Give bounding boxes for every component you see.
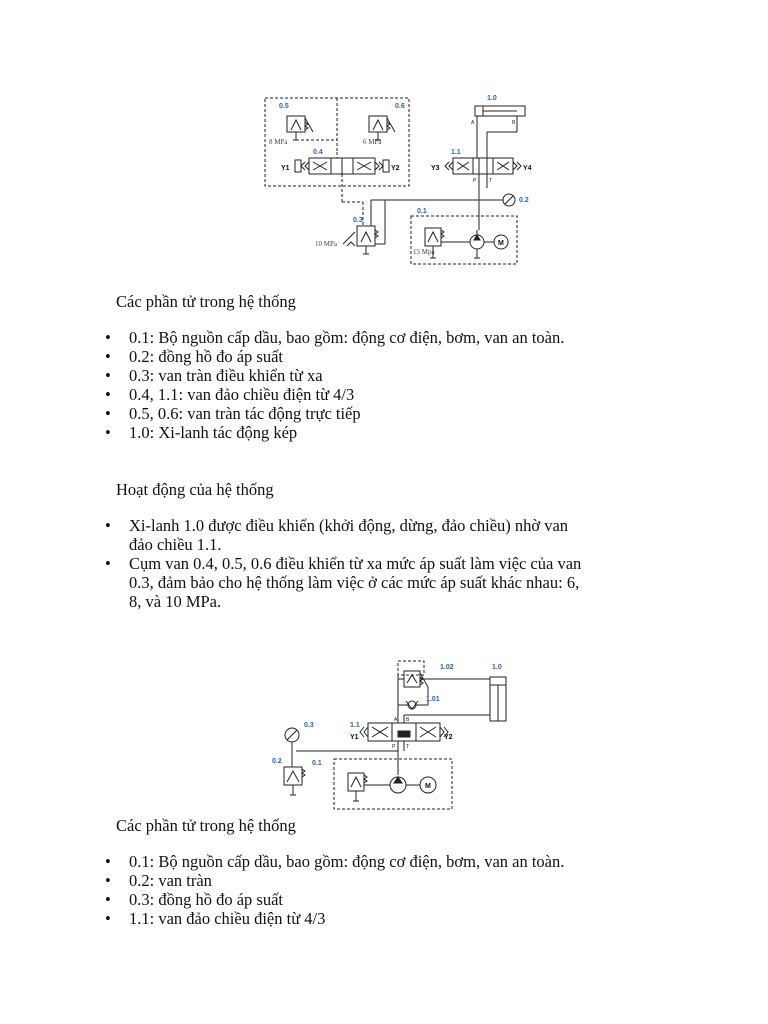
fig1-label-p6: 6 MPa (363, 138, 382, 146)
fig2-label-v102: 1.02 (440, 664, 454, 671)
fig1-label-v05: 0.5 (279, 103, 289, 110)
fig2-label-y1: Y1 (350, 734, 359, 741)
fig2-label-g03: 0.3 (304, 722, 314, 729)
fig1-label-v03: 0.3 (353, 217, 363, 224)
list-item: • 0.4, 1.1: van đảo chiều điện từ 4/3 (105, 385, 665, 404)
list-item: • 1.0: Xi-lanh tác động kép (105, 423, 665, 442)
fig1-label-y4: Y4 (523, 165, 532, 172)
fig1-label-p15: 15 Mpa (413, 248, 435, 256)
fig2-label-s01: 0.1 (312, 760, 322, 767)
section2-heading: Hoạt động của hệ thống (116, 480, 274, 499)
list-item: • Xi-lanh 1.0 được điều khiển (khởi động, dừng, đảo chiều) nhờ van đảo chiều 1.1. (105, 516, 583, 554)
fig2-label-motor: M (425, 783, 431, 790)
section1-heading: Các phần tử trong hệ thống (116, 292, 296, 311)
fig1-label-v06: 0.6 (395, 103, 405, 110)
fig1-port-t: T (489, 178, 493, 184)
fig1-port-a: A (471, 120, 475, 126)
fig1-label-y2: Y2 (391, 165, 400, 172)
list-item: • 0.1: Bộ nguồn cấp dầu, bao gồm: động cơ điện, bơm, van an toàn. (105, 852, 665, 871)
fig1-label-p10: 10 MPa (315, 240, 337, 248)
fig1-label-c10: 1.0 (487, 95, 497, 102)
fig2-port-p: P (392, 744, 396, 750)
fig1-label-v04: 0.4 (313, 149, 323, 156)
fig1-label-v11: 1.1 (451, 149, 461, 156)
hydraulic-diagram-2 (268, 655, 513, 813)
fig1-label-g02: 0.2 (519, 197, 529, 204)
list-item: • 0.3: đồng hồ đo áp suất (105, 890, 665, 909)
fig2-port-a: A (394, 717, 398, 723)
fig1-label-motor: M (498, 240, 504, 247)
fig2-label-y2: Y2 (444, 734, 453, 741)
fig1-port-p: P (473, 178, 477, 184)
list-item: • 0.3: van tràn điều khiển từ xa (105, 366, 665, 385)
hydraulic-diagram-1 (255, 92, 540, 270)
fig1-port-b: B (512, 120, 516, 126)
section2-list (105, 516, 583, 611)
list-item: • 0.5, 0.6: van tràn tác động trực tiếp (105, 404, 665, 423)
fig2-label-v101: 1.01 (426, 696, 440, 703)
fig1-label-s01: 0.1 (417, 208, 427, 215)
section3-heading: Các phần tử trong hệ thống (116, 816, 296, 835)
list-item: • 1.1: van đảo chiều điện từ 4/3 (105, 909, 665, 928)
list-item: • Cụm van 0.4, 0.5, 0.6 điều khiển từ xa mức áp suất làm việc của van 0.3, đảm bảo cho hệ thống làm việc ở các mức áp suất khác nhau: 6, 8, và 10 MPa. (105, 554, 583, 611)
fig2-label-v11: 1.1 (350, 722, 360, 729)
fig2-port-t: T (406, 744, 410, 750)
section1-list (105, 328, 665, 442)
fig1-label-y3: Y3 (431, 165, 440, 172)
fig2-port-b: B (406, 717, 410, 723)
list-item: • 0.2: đồng hồ đo áp suất (105, 347, 665, 366)
list-item: • 0.2: van tràn (105, 871, 665, 890)
section3-list (105, 852, 665, 928)
fig2-label-c10: 1.0 (492, 664, 502, 671)
fig2-label-v02: 0.2 (272, 758, 282, 765)
fig1-label-p8: 8 MPa (269, 138, 288, 146)
fig1-label-y1: Y1 (281, 165, 290, 172)
list-item: • 0.1: Bộ nguồn cấp dầu, bao gồm: động cơ điện, bơm, van an toàn. (105, 328, 665, 347)
